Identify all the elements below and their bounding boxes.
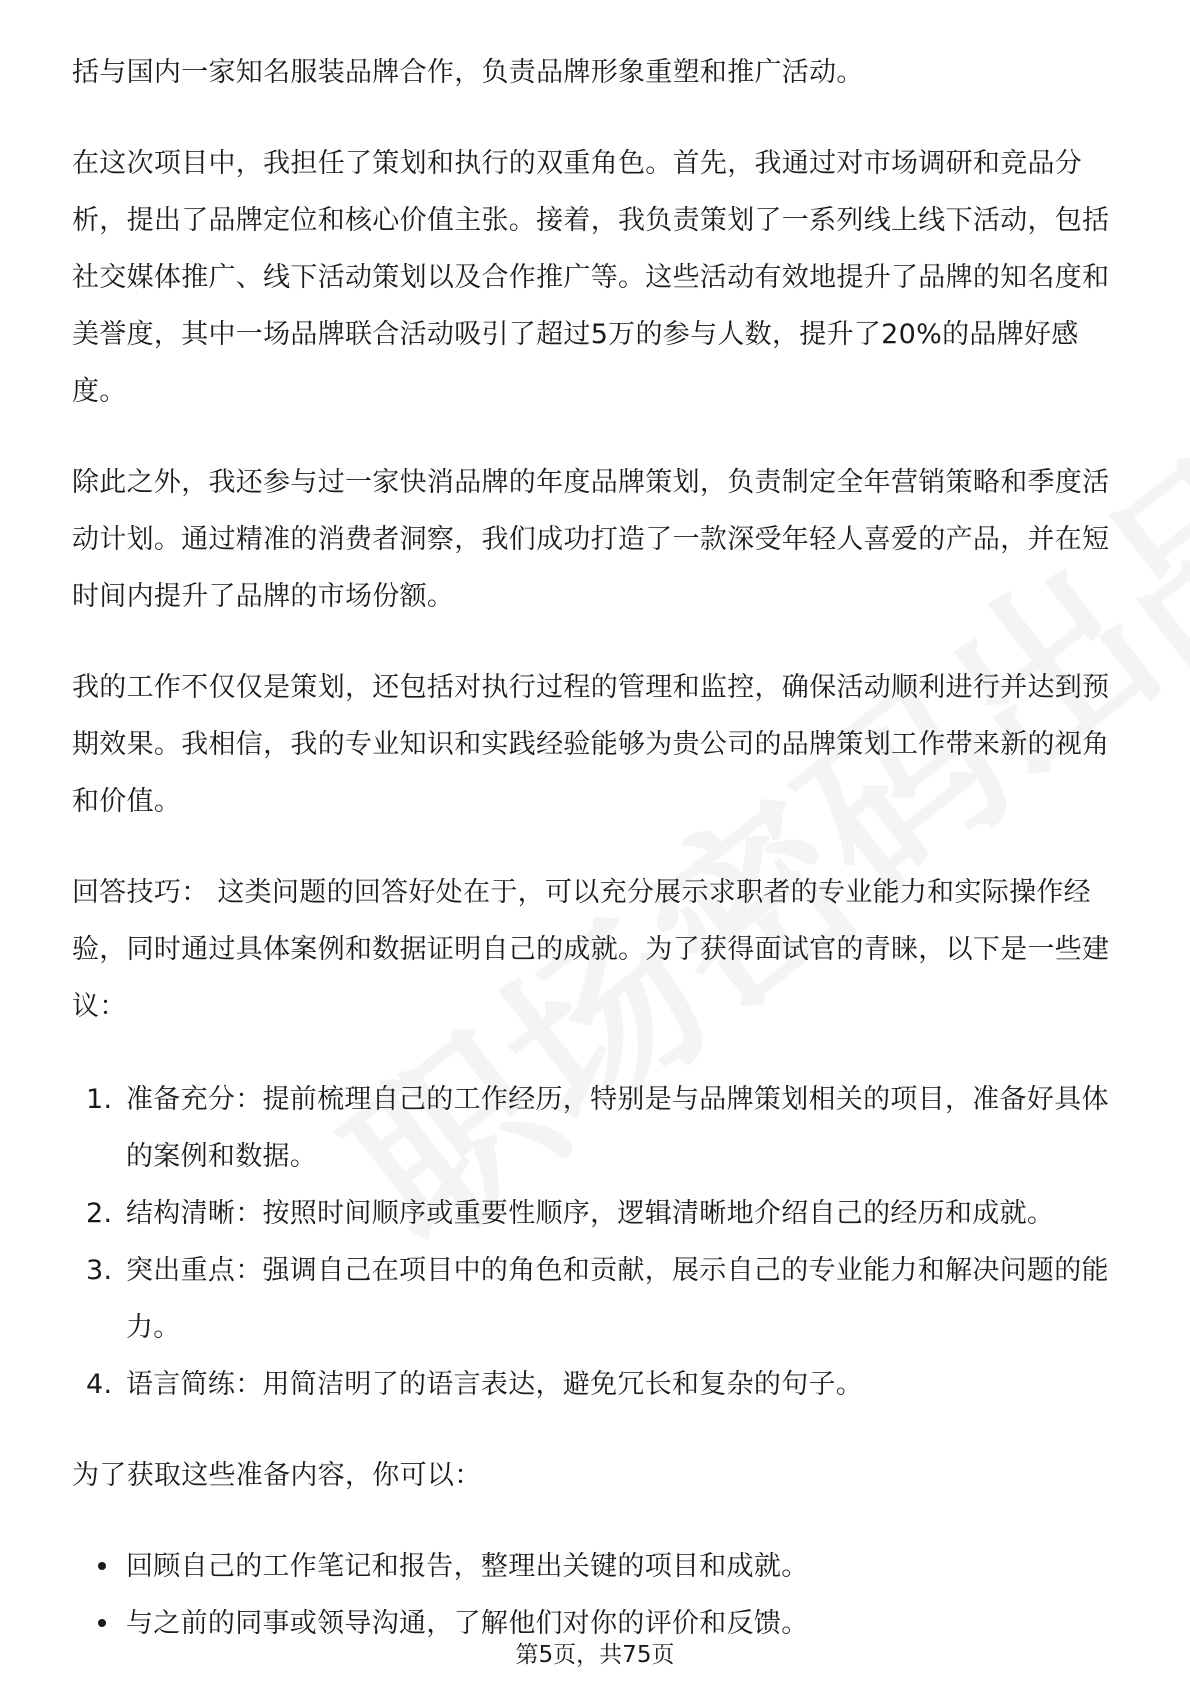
bullet-icon <box>98 1619 106 1627</box>
paragraph-fmcg: 除此之外，我还参与过一家快消品牌的年度品牌策划，负责制定全年营销策略和季度活动计划。通过精准的消费者洞察，我们成功打造了一款深受年轻人喜爱的产品，并在短时间内提升了品牌的市场份额。 <box>72 467 1110 612</box>
bullet-icon <box>98 1562 106 1570</box>
paragraph-answer-tips: 回答技巧： 这类问题的回答好处在于，可以充分展示求职者的专业能力和实际操作经验，同时通过具体案例和数据证明自己的成就。为了获得面试官的青睐，以下是一些建议： <box>72 877 1110 1022</box>
list-number: 4. <box>86 1369 113 1400</box>
paragraph-preparation: 为了获取这些准备内容，你可以： <box>72 1460 482 1491</box>
list-item <box>72 1185 1122 1242</box>
list-item-text: 准备充分：提前梳理自己的工作经历，特别是与品牌策划相关的项目，准备好具体的案例和数据。 <box>126 1084 1109 1172</box>
list-item-text: 与之前的同事或领导沟通，了解他们对你的评价和反馈。 <box>126 1608 809 1639</box>
tips-list <box>72 1071 1122 1413</box>
paragraph-intro: 括与国内一家知名服装品牌合作，负责品牌形象重塑和推广活动。 <box>72 57 864 88</box>
list-item <box>72 1538 1122 1595</box>
bullet-list <box>72 1538 1122 1652</box>
list-item-text: 结构清晰：按照时间顺序或重要性顺序，逻辑清晰地介绍自己的经历和成就。 <box>126 1198 1055 1229</box>
list-item <box>72 1356 1122 1413</box>
list-item <box>72 1242 1122 1356</box>
page-number: 第5页，共75页 <box>515 1642 675 1668</box>
list-number: 1. <box>86 1084 113 1115</box>
document-body <box>72 44 1122 1652</box>
list-item-text: 语言简练：用简洁明了的语言表达，避免冗长和复杂的句子。 <box>126 1369 864 1400</box>
paragraph-project-role: 在这次项目中，我担任了策划和执行的双重角色。首先，我通过对市场调研和竞品分析，提出了品牌定位和核心价值主张。接着，我负责策划了一系列线上线下活动，包括社交媒体推广、线下活动策划以及合作推广等。这些活动有效地提升了品牌的知名度和美誉度，其中一场品牌联合活动吸引了超过5万的参与人数，提升了20%的品牌好感度。 <box>72 148 1110 407</box>
list-number: 2. <box>86 1198 113 1229</box>
list-number: 3. <box>86 1255 113 1286</box>
paragraph-execution: 我的工作不仅仅是策划，还包括对执行过程的管理和监控，确保活动顺利进行并达到预期效果。我相信，我的专业知识和实践经验能够为贵公司的品牌策划工作带来新的视角和价值。 <box>72 672 1110 817</box>
list-item-text: 突出重点：强调自己在项目中的角色和贡献，展示自己的专业能力和解决问题的能力。 <box>126 1255 1109 1343</box>
list-item-text: 回顾自己的工作笔记和报告，整理出关键的项目和成就。 <box>126 1551 809 1582</box>
list-item <box>72 1071 1122 1185</box>
